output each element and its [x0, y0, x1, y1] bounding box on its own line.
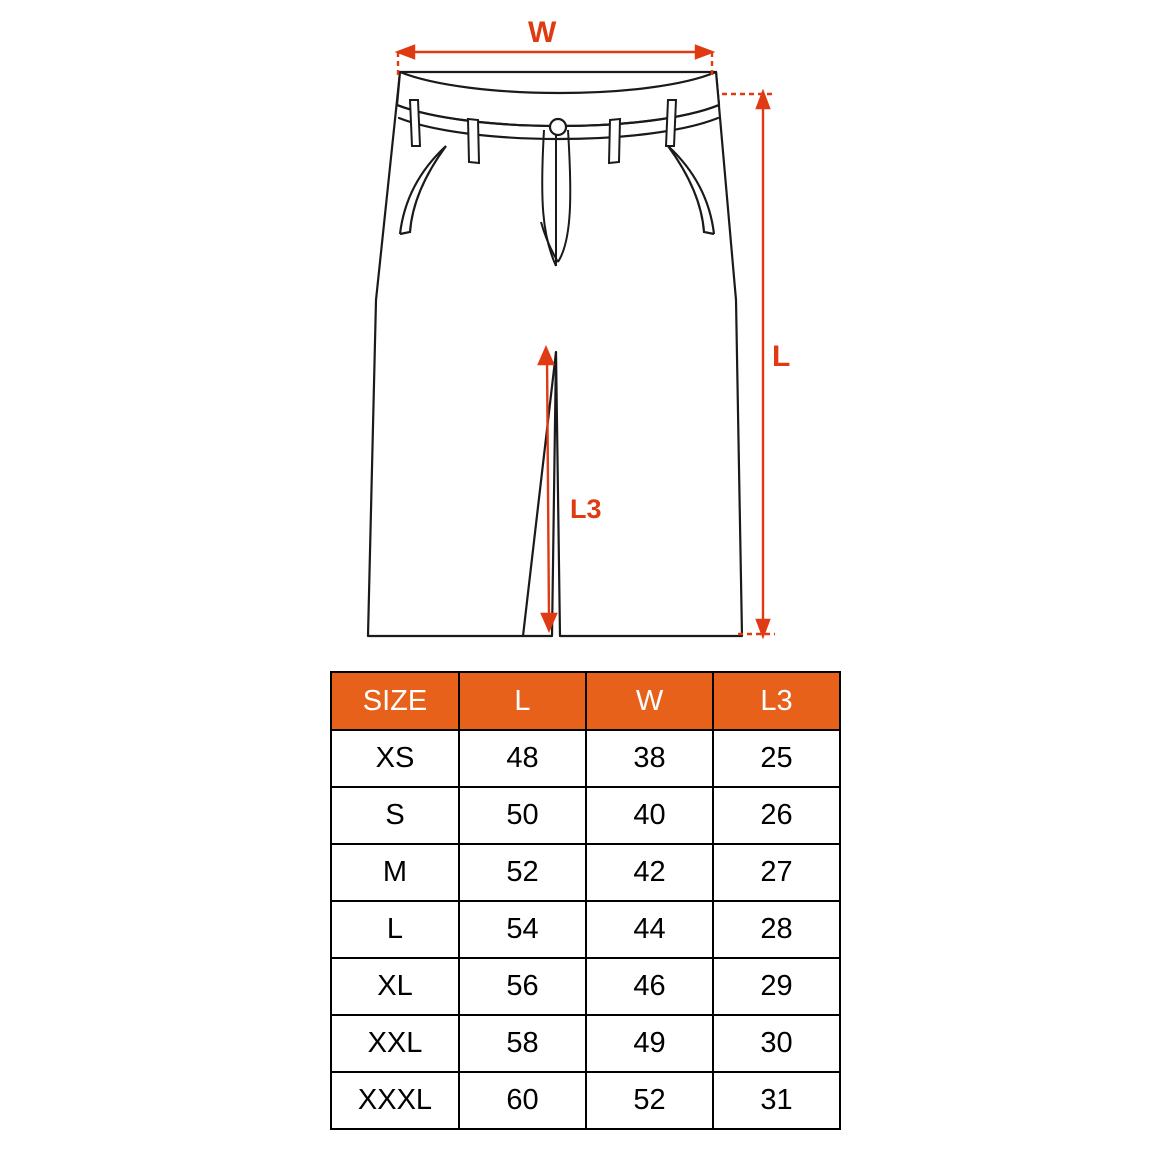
column-header-w: W — [586, 672, 713, 730]
column-header-l3: L3 — [713, 672, 840, 730]
cell-size: S — [331, 787, 459, 844]
cell-size: XL — [331, 958, 459, 1015]
cell-l: 50 — [459, 787, 586, 844]
cell-w: 40 — [586, 787, 713, 844]
dimension-label-w: W — [528, 16, 557, 49]
cell-l3: 28 — [713, 901, 840, 958]
table-header-row — [331, 672, 840, 730]
size-table — [330, 671, 841, 1130]
column-header-size: SIZE — [331, 672, 459, 730]
cell-w: 44 — [586, 901, 713, 958]
table-row — [331, 1015, 840, 1072]
table-row — [331, 844, 840, 901]
table-row — [331, 958, 840, 1015]
cell-size: XXL — [331, 1015, 459, 1072]
cell-l3: 29 — [713, 958, 840, 1015]
column-header-l: L — [459, 672, 586, 730]
dimension-label-l: L — [772, 340, 791, 373]
cell-w: 52 — [586, 1072, 713, 1129]
size-table-body — [331, 730, 840, 1129]
cell-w: 49 — [586, 1015, 713, 1072]
table-row — [331, 787, 840, 844]
waist-button — [550, 119, 566, 135]
cell-l3: 26 — [713, 787, 840, 844]
cell-w: 46 — [586, 958, 713, 1015]
cell-l3: 27 — [713, 844, 840, 901]
cell-l: 58 — [459, 1015, 586, 1072]
cell-w: 38 — [586, 730, 713, 787]
cell-l3: 30 — [713, 1015, 840, 1072]
cell-l3: 31 — [713, 1072, 840, 1129]
table-row — [331, 730, 840, 787]
cell-size: M — [331, 844, 459, 901]
size-table-header — [331, 672, 840, 730]
cell-l: 60 — [459, 1072, 586, 1129]
cell-size: L — [331, 901, 459, 958]
cell-l: 54 — [459, 901, 586, 958]
dimension-label-l3: L3 — [570, 494, 602, 524]
table-row — [331, 901, 840, 958]
cell-l: 48 — [459, 730, 586, 787]
cell-size: XS — [331, 730, 459, 787]
cell-l: 56 — [459, 958, 586, 1015]
cell-w: 42 — [586, 844, 713, 901]
table-row — [331, 1072, 840, 1129]
cell-l: 52 — [459, 844, 586, 901]
cell-l3: 25 — [713, 730, 840, 787]
cell-size: XXXL — [331, 1072, 459, 1129]
